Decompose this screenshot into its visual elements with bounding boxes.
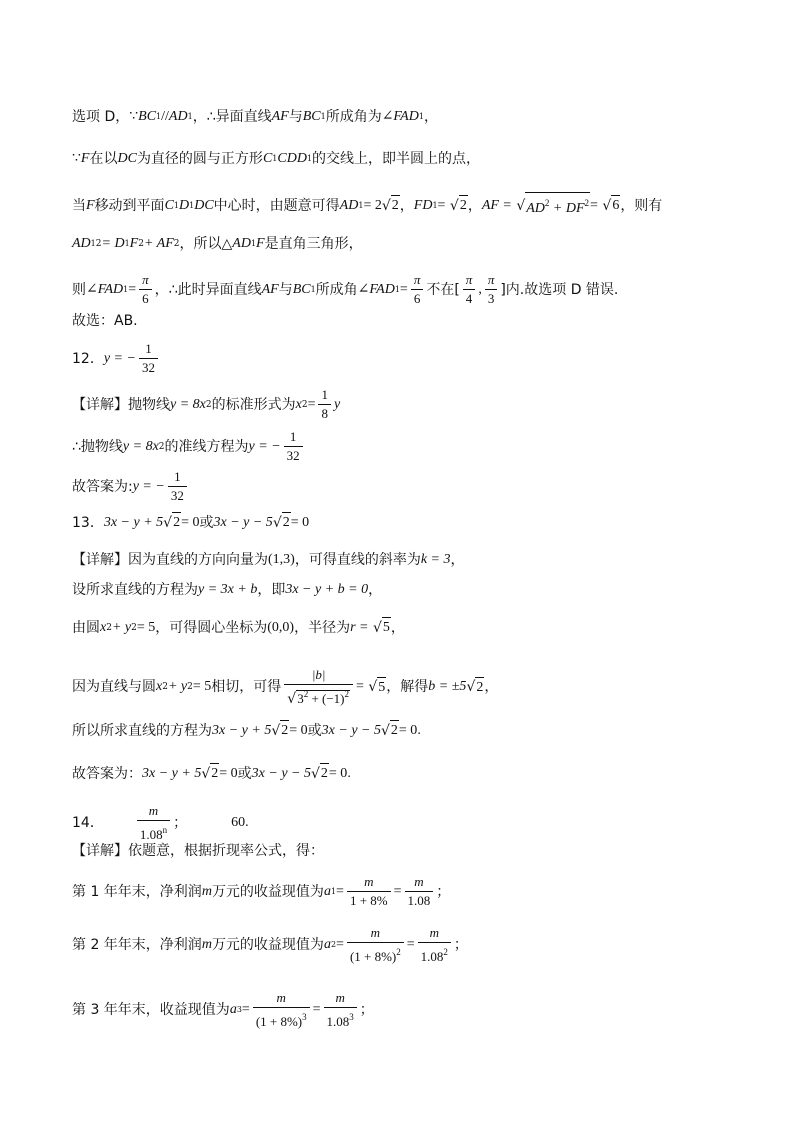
fraction: $\frac{\pi}{6}$ [139,272,152,307]
semicircle-line: ∵ F 在以 DC 为直径的圆与正方形 C 1 CDD 1 的交线上，即半圆上的点， [72,151,481,167]
fraction: $\frac{m}{1.08}$ [405,874,434,909]
fraction: $\frac{\pi}{3}$ [485,272,498,307]
fraction: $\frac{m}{1.08^2}$ [418,925,451,965]
tangent-condition-line: 因为直线与圆 x 2 + y 2 = 5 相切，可得 $\frac{|b|}{√3^2 + (-1)^2}$ = √ 5 ，解得 b = ±5 √ 2 ， [72,667,499,707]
year-1-line: 第 1 年年末，净利润 m 万元的收益现值为 a 1 = $\frac{m}{1 + 8\%}$ = $\frac{m}{1.08}$ ； [72,874,451,908]
fraction: $\frac{m}{(1 + 8\%)^3}$ [253,990,310,1030]
angle-conclusion-line: 则 ∠FAD 1 = $\frac{\pi}{6}$ ，∴此时异面直线 AF 与 BC 1 所成角 ∠FAD 1 = $\frac{\pi}{6}$ 不在[ $\frac{\pi}{4}$ , $\frac{\pi}{3}$ ]内.故选项 D 错误. [72,272,619,306]
question-12-answer: 12． y = − $\frac{1}{32}$ [72,341,161,376]
fraction: $\frac{\pi}{4}$ [463,272,476,307]
fraction: $\frac{1}{8}$ [318,387,331,422]
fraction: $\frac{1}{32}$ [284,429,303,464]
fraction: $\frac{m}{1.08^n}$ [137,803,170,843]
circle-center-line: 由圆 x 2 + y 2 = 5 ，可得圆心坐标为 (0,0) ，半径为 r = √ 5 ， [72,617,405,638]
option-d-line: 选项 D， ∵ BC 1 // AD 1 ，∴异面直线 AF 与 BC 1 所成角为 ∠FAD 1 ， [72,109,438,125]
question-14-answer: 14． $\frac{m}{1.08^n}$ ； 60 . [72,803,249,842]
center-position-line: 当 F 移动到平面 C 1 D 1 DC 中心时，由题意可得 AD 1 = 2 √ 2 ， FD 1 = √ 2 ， AF = √ $AD^2 + DF^2$ = √ 6 ，则有 [72,192,662,219]
year-3-line: 第 3 年年末，收益现值为 a 3 = $\frac{m}{(1 + 8\%)^3}$ = $\frac{m}{1.08^3}$ ； [72,990,374,1029]
q14-detail-line: 【详解】依题意，根据折现率公式，得： [72,843,324,859]
right-triangle-line: AD 1 2 = D 1 F 2 + AF 2 ，所以△ AD 1 F 是直角三角形， [72,236,363,252]
fraction: $\frac{1}{32}$ [139,341,158,376]
q13-detail-line: 【详解】因为直线的方向向量为 (1,3) ，可得直线的斜率为 k = 3 ， [72,552,465,568]
fraction: $\frac{m}{1.08^3}$ [324,990,357,1030]
line-equation-setup: 设所求直线的方程为 y = 3x + b ，即 3x − y + b = 0 ， [72,582,383,598]
question-13-answer: 13． 3x − y + 5 √ 2 = 0 或 3x − y − 5 √ 2 = 0 [72,512,309,533]
fraction: $\frac{1}{32}$ [168,469,187,504]
fraction: $\frac{|b|}{√3^2 + (-1)^2}$ [284,667,353,707]
fraction: $\frac{m}{(1 + 8\%)^2}$ [347,925,404,965]
fraction: $\frac{\pi}{6}$ [411,272,424,307]
q13-result-line: 所以所求直线的方程为 3x − y + 5 √ 2 = 0 或 3x − y − 5 √ 2 = 0 . [72,720,421,741]
directrix-line: ∴抛物线 y = 8x 2 的准线方程为 y = − $\frac{1}{32}$ [72,429,306,464]
year-2-line: 第 2 年年末，净利润 m 万元的收益现值为 a 2 = $\frac{m}{(1 + 8\%)^2}$ = $\frac{m}{1.08^2}$ ； [72,925,468,964]
answer-ab-line: 故选：AB. [72,313,138,329]
fraction: $\frac{m}{1 + 8\%}$ [347,874,391,909]
q12-answer-line: 故答案为: y = − $\frac{1}{32}$ [72,469,190,504]
q13-answer-line: 故答案为： 3x − y + 5 √ 2 = 0 或 3x − y − 5 √ 2 = 0 . [72,763,351,784]
q12-detail-line: 【详解】抛物线 y = 8x 2 的标准形式为 x 2 = $\frac{1}{8}$ y [72,387,341,421]
